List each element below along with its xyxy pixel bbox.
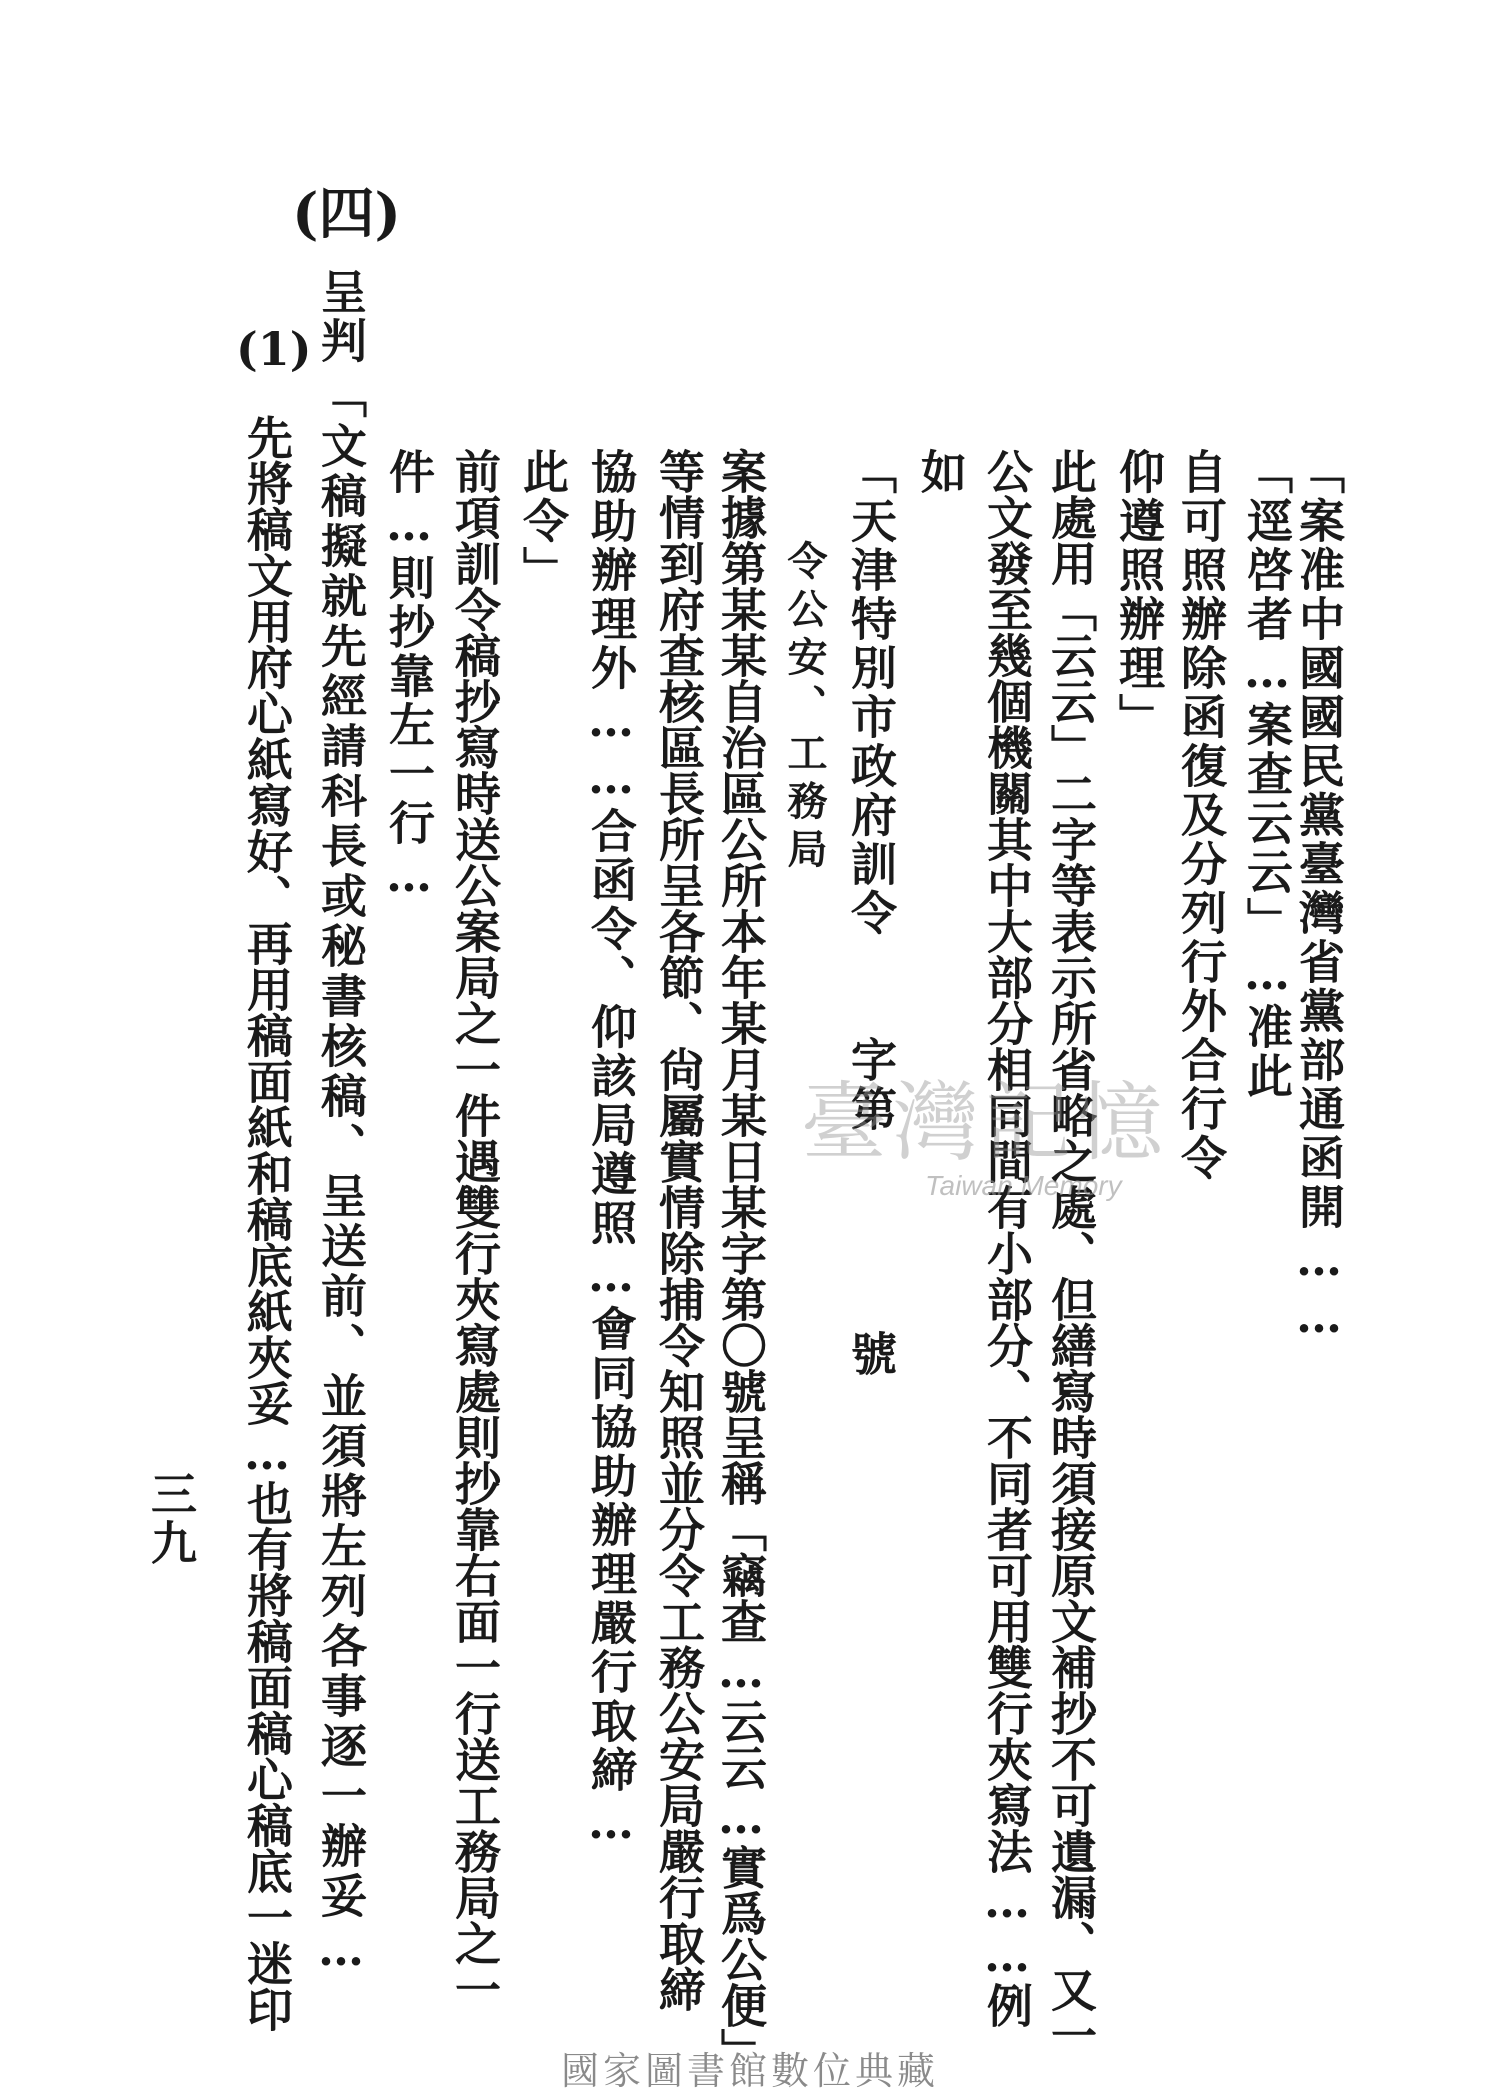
text-column: 令公安、工務局 — [781, 540, 828, 876]
watermark-subtitle: Taiwan Memory — [925, 1170, 1122, 1201]
text-column: 「文稿擬就先經請科長或秘書核稿、呈送前、並須將左列各事逐一辦妥… — [314, 372, 368, 1980]
item-marker: (1) — [236, 322, 312, 376]
text-column: 等情到府查核區長所呈各節、尙屬實情除捕令知照並分令工務公安局嚴行取締 — [652, 448, 706, 2012]
text-column: 先將稿文用府心紙寫好、再用稿面紙和稿底紙夾妥…也有將稿面稿心稿底一迷印 — [240, 414, 294, 2032]
text-column: 前項訓令稿抄寫時送公案局之一件遇雙行夾寫處則抄靠右面一行送工務局之一 — [448, 448, 502, 2012]
text-column: 仰遵照辦理」 — [1112, 448, 1166, 742]
text-column: 自可照辦除函復及分列行外合行令 — [1174, 448, 1228, 1183]
footer-credit: 國家圖書館數位典藏 — [560, 2049, 939, 2093]
text-column: 「天津特別市政府訓令 字第 號 — [844, 448, 898, 1379]
text-column: 此令」 — [516, 448, 570, 595]
text-column: 案據第某某自治區公所本年某月某日某字第〇號呈稱「竊查…云云…實爲公便」 — [714, 448, 768, 2074]
page-number: 三九 — [144, 1470, 198, 1568]
watermark-logo: 臺灣記憶 — [801, 1073, 1169, 1173]
text-column: 此處用「云云」二字等表示所省略之處、但繕寫時須接原文補抄不可遺漏、又一 — [1044, 448, 1098, 2058]
text-column: 協助辦理外……合函令、仰該局遵照…會同協助辦理嚴行取締… — [584, 448, 638, 1852]
text-column: 公文發至幾個機關其中大部分相同間有小部分、不同者可用雙行夾寫法……例 — [980, 448, 1034, 2028]
text-column: 件…則抄靠左一行… — [382, 448, 436, 905]
text-column: 「逕啓者…案查云云」…准此 — [1240, 448, 1294, 1101]
text-column: 呈判 — [314, 268, 368, 366]
section-heading: (四) — [292, 181, 401, 247]
text-column: 「案准中國國民黨臺灣省黨部通函開…… — [1292, 448, 1346, 1346]
text-column: 如 — [914, 448, 968, 497]
